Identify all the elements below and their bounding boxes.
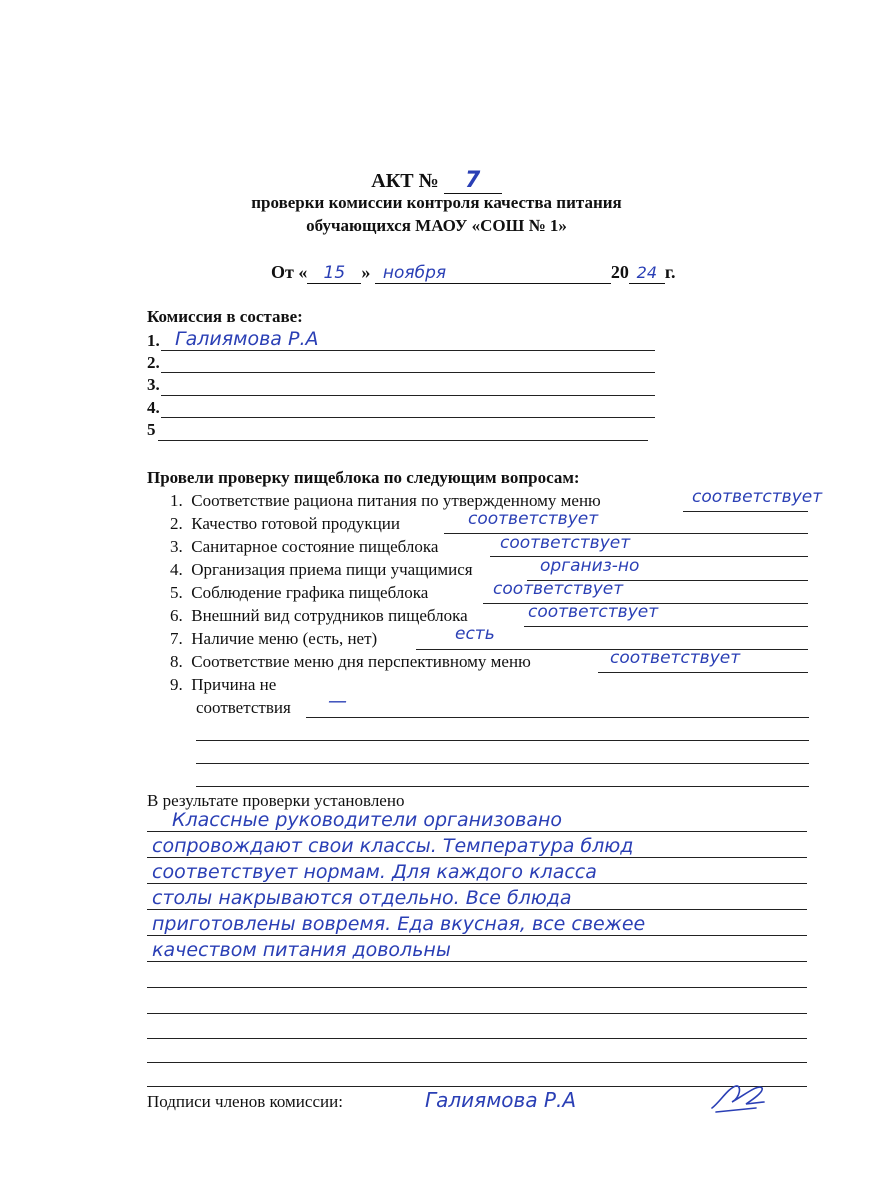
answer-line [490, 556, 808, 557]
result-text-line: столы накрываются отдельно. Все блюда [152, 887, 572, 909]
date-year: 24 [636, 263, 658, 282]
date-row: От « 15 » ноября 20 24 г. [271, 262, 676, 283]
member-name: Галиямова Р.А [175, 328, 319, 350]
date-day: 15 [323, 263, 346, 283]
signature-mark [706, 1078, 770, 1116]
result-line [147, 1013, 807, 1014]
question-item: 7. Наличие меню (есть, нет) [170, 629, 378, 648]
header-line1: проверки комиссии контроля качества питания [251, 193, 622, 212]
answer-line [306, 717, 809, 718]
result-text-line: приготовлены вовремя. Еда вкусная, все свежее [152, 913, 646, 935]
result-line [147, 935, 807, 936]
result-heading: В результате проверки установлено [147, 791, 405, 810]
signed-name: Галиямова Р.А [425, 1088, 577, 1112]
question-9-line2: соответствия [196, 698, 291, 717]
result-text-line: качеством питания довольны [152, 939, 451, 961]
question-item: 9. Причина не [170, 675, 277, 694]
result-text-line: сопровождают свои классы. Температура блюд [152, 835, 634, 857]
answer-6: соответствует [528, 602, 659, 622]
answer-5: соответствует [493, 579, 624, 599]
question-item: 5. Соблюдение графика пищеблока [170, 583, 429, 602]
answer-line [196, 740, 809, 741]
answer-4: организ-но [540, 556, 640, 576]
answer-9: — [328, 690, 347, 712]
result-line [147, 987, 807, 988]
member-num: 2. [147, 353, 160, 372]
result-line [147, 961, 807, 962]
answer-8: соответствует [610, 648, 741, 668]
member-num: 4. [147, 398, 160, 417]
member-line [158, 440, 648, 441]
answer-2: соответствует [468, 509, 599, 529]
member-line [161, 350, 655, 351]
result-line [147, 909, 807, 910]
answer-line [524, 626, 808, 627]
act-label: АКТ № [371, 170, 439, 192]
question-item: 3. Санитарное состояние пищеблока [170, 537, 439, 556]
member-line [161, 395, 655, 396]
answer-line [598, 672, 808, 673]
signatures-label: Подписи членов комиссии: [147, 1092, 343, 1111]
date-month: ноября [382, 263, 447, 283]
result-line [147, 831, 807, 832]
answer-1: соответствует [692, 487, 823, 507]
question-item: 6. Внешний вид сотрудников пищеблока [170, 606, 468, 625]
header-line2: обучающихся МАОУ «СОШ № 1» [306, 216, 567, 235]
act-number-field [444, 168, 502, 194]
member-num: 5 [147, 420, 156, 439]
member-num: 1. [147, 331, 160, 350]
member-num: 3. [147, 375, 160, 394]
answer-line [196, 786, 809, 787]
answer-7: есть [455, 624, 495, 644]
act-title [0, 168, 873, 194]
member-line [161, 417, 655, 418]
question-item: 2. Качество готовой продукции [170, 514, 400, 533]
question-item: 8. Соответствие меню дня перспективному меню [170, 652, 531, 671]
question-item: 4. Организация приема пищи учащимися [170, 560, 473, 579]
answer-line [683, 511, 808, 512]
result-text-line: Классные руководители организовано [172, 809, 563, 831]
inspection-heading: Провели проверку пищеблока по следующим вопросам: [147, 468, 580, 487]
result-line [147, 883, 807, 884]
result-line [147, 1062, 807, 1063]
result-line [147, 1038, 807, 1039]
result-line [147, 857, 807, 858]
result-text-line: соответствует нормам. Для каждого класса [152, 861, 597, 883]
question-item: 1. Соответствие рациона питания по утвержденному меню [170, 491, 601, 510]
member-line [161, 372, 655, 373]
answer-3: соответствует [500, 533, 631, 553]
act-number: 7 [465, 168, 481, 193]
commission-heading: Комиссия в составе: [147, 307, 303, 326]
answer-line [196, 763, 809, 764]
